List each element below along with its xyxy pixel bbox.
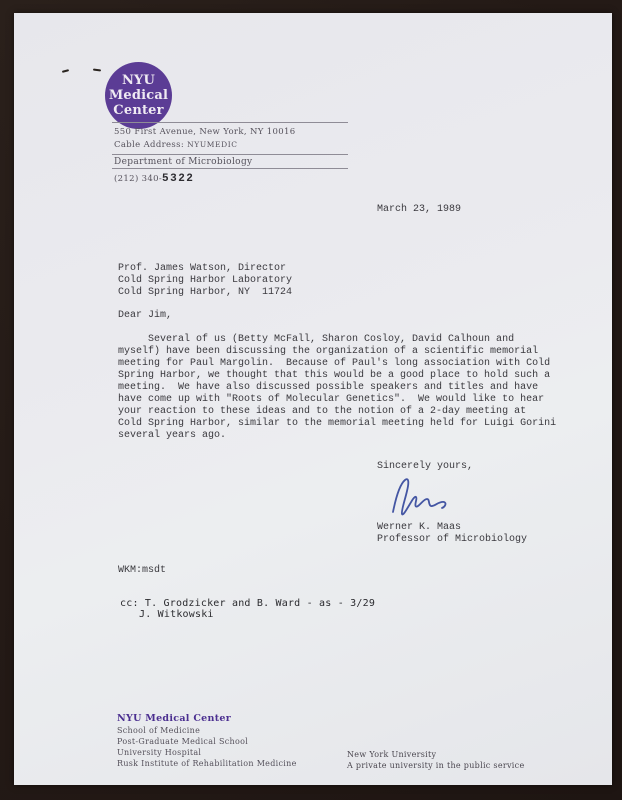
cc-line: cc: T. Grodzicker and B. Ward - as - 3/29 — [120, 598, 376, 609]
paper-speck — [62, 69, 69, 73]
body-line: meeting for Paul Margolin. Because of Paul's long association with Cold — [118, 358, 551, 369]
body-line: Spring Harbor, we thought that this would be a good place to hold such a — [118, 370, 551, 381]
logo-line: Center — [113, 103, 164, 118]
date-line: March 23, 1989 — [377, 204, 462, 215]
department-name: Department of Microbiology — [114, 157, 253, 167]
university-motto: A private university in the public service — [347, 761, 525, 770]
sender-name: Werner K. Maas — [377, 522, 462, 533]
recipient-line: Cold Spring Harbor, NY 11724 — [118, 287, 293, 298]
cc-line: J. Witkowski — [139, 609, 214, 620]
body-line: your reaction to these ideas and to the notion of a 2-day meeting at — [118, 406, 527, 417]
salutation: Dear Jim, — [118, 310, 173, 321]
letter-paper — [14, 13, 612, 785]
paper-speck — [93, 68, 101, 71]
phone-extension-typed: 5322 — [162, 173, 195, 185]
body-line: have come up with "Roots of Molecular Genetics". We would like to hear — [118, 394, 545, 405]
footer-division: School of Medicine — [117, 726, 201, 735]
closing-line: Sincerely yours, — [377, 461, 474, 472]
logo-line: NYU — [121, 73, 156, 88]
logo-line: Medical — [108, 88, 169, 103]
recipient-line: Prof. James Watson, Director — [118, 263, 287, 274]
body-line: several years ago. — [118, 430, 227, 441]
body-line: Cold Spring Harbor, similar to the memorial meeting held for Luigi Gorini — [118, 418, 557, 429]
university-name: New York University — [347, 750, 437, 759]
sender-title: Professor of Microbiology — [377, 534, 528, 545]
body-line: myself) have been discussing the organization of a scientific memorial — [118, 346, 539, 357]
footer-heading: NYU Medical Center — [117, 713, 232, 724]
footer-division: University Hospital — [117, 748, 202, 757]
body-line: meeting. We have also discussed possible speakers and titles and have — [118, 382, 539, 393]
cable-address-line — [114, 140, 238, 150]
body-line: Several of us (Betty McFall, Sharon Cosloy, David Calhoun and — [118, 334, 515, 345]
nyu-medical-center-logo — [105, 62, 172, 129]
cable-address-value: NYUMEDIC — [187, 140, 238, 149]
phone-prefix: (212) 340- — [114, 174, 163, 184]
street-address: 550 First Avenue, New York, NY 10016 — [114, 127, 296, 137]
letterhead-divider — [112, 168, 348, 169]
footer-division: Rusk Institute of Rehabilitation Medicine — [117, 759, 297, 768]
recipient-line: Cold Spring Harbor Laboratory — [118, 275, 293, 286]
letterhead-divider — [112, 154, 348, 155]
letter-body — [118, 334, 556, 442]
handwritten-signature — [386, 476, 458, 518]
letterhead-divider — [112, 122, 348, 123]
cable-address-label: Cable Address: — [114, 140, 188, 150]
typist-reference: WKM:msdt — [118, 565, 167, 576]
footer-division: Post-Graduate Medical School — [117, 737, 249, 746]
